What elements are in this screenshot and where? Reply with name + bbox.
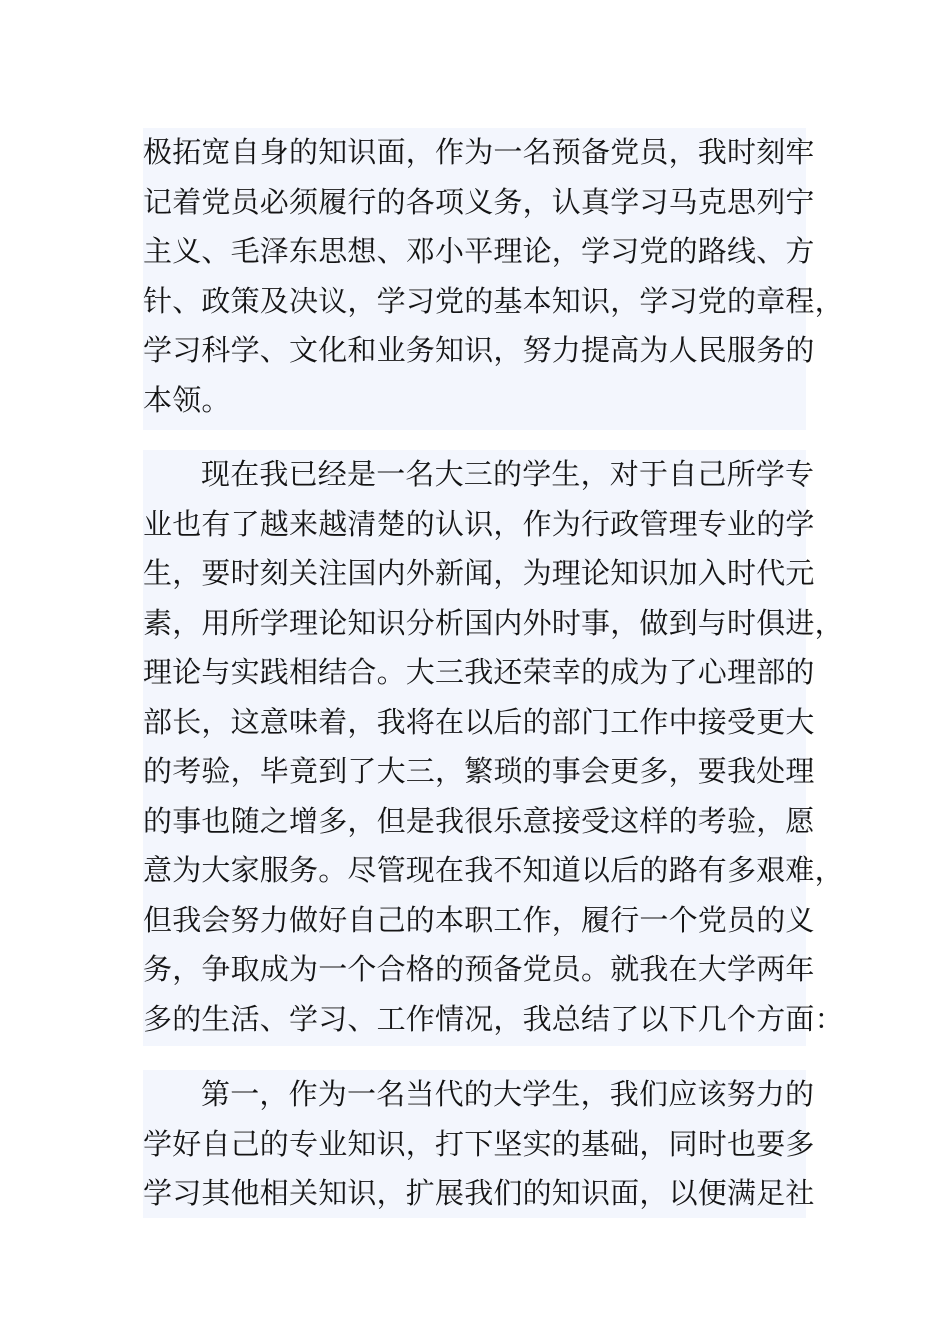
paragraph-line: 针、政策及决议，学习党的基本知识，学习党的章程， xyxy=(143,283,844,318)
paragraph-line: 记着党员必须履行的各项义务，认真学习马克思列宁 xyxy=(143,184,815,219)
paragraph-line: 但我会努力做好自己的本职工作，履行一个党员的义 xyxy=(143,902,815,937)
paragraph-junior-year xyxy=(143,450,844,1046)
paragraph-line: 意为大家服务。尽管现在我不知道以后的路有多艰难， xyxy=(143,853,844,887)
paragraph-line: 的考验，毕竟到了大三，繁琐的事会更多，要我处理 xyxy=(143,754,815,788)
paragraph-line: 理论与实践相结合。大三我还荣幸的成为了心理部的 xyxy=(143,655,815,689)
paragraph-line: 主义、毛泽东思想、邓小平理论，学习党的路线、方 xyxy=(143,234,815,268)
paragraph-line: 部长，这意味着，我将在以后的部门工作中接受更大 xyxy=(143,704,815,739)
paragraph-line: 的事也随之增多，但是我很乐意接受这样的考验，愿 xyxy=(143,803,815,838)
paragraph-line: 学好自己的专业知识，打下坚实的基础，同时也要多 xyxy=(143,1126,815,1161)
paragraph-line: 业也有了越来越清楚的认识，作为行政管理专业的学 xyxy=(143,506,815,541)
paragraph-line: 多的生活、学习、工作情况，我总结了以下几个方面： xyxy=(143,1001,844,1036)
paragraph-line: 学习科学、文化和业务知识，努力提高为人民服务的 xyxy=(143,333,815,367)
paragraph-line: 第一，作为一名当代的大学生，我们应该努力的 xyxy=(201,1077,815,1111)
paragraph-line: 素，用所学理论知识分析国内外时事，做到与时俱进， xyxy=(143,605,844,640)
paragraph-line: 现在我已经是一名大三的学生，对于自己所学专 xyxy=(201,457,815,491)
paragraph-line: 本领。 xyxy=(143,382,231,417)
paragraph-line: 极拓宽自身的知识面，作为一名预备党员，我时刻牢 xyxy=(143,135,815,169)
paragraph-first-point xyxy=(143,1070,815,1218)
paragraph-line: 生，要时刻关注国内外新闻，为理论知识加入时代元 xyxy=(143,556,815,590)
paragraph-line: 学习其他相关知识，扩展我们的知识面，以便满足社 xyxy=(143,1176,815,1210)
paragraph-line: 务，争取成为一个合格的预备党员。就我在大学两年 xyxy=(143,952,815,986)
paragraph-continued xyxy=(143,128,844,430)
